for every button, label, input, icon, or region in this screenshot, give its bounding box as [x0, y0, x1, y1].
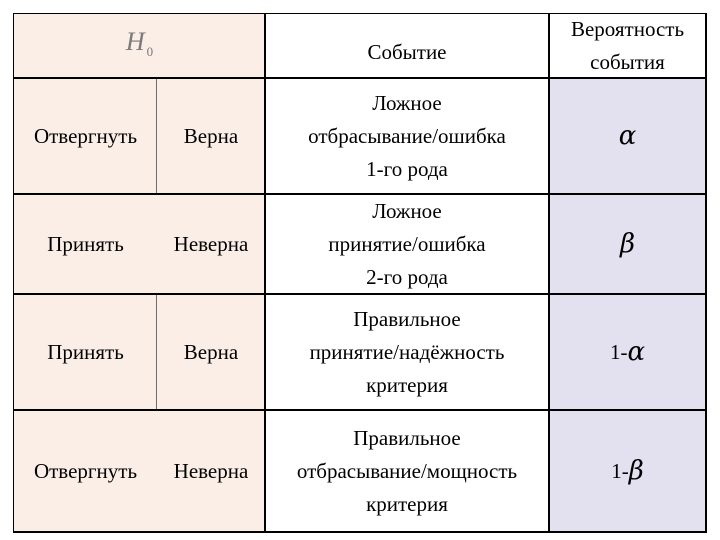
event-header: Событие	[367, 39, 447, 64]
divider-probability-left	[548, 13, 550, 533]
row-3-decision: Принять	[47, 339, 124, 364]
row-3-truth: Верна	[183, 339, 239, 364]
alpha-symbol: α	[618, 120, 637, 151]
row-2-truth: Неверна	[173, 231, 249, 256]
h0-header: H $_0$	[125, 26, 154, 59]
row-1-truth: Верна	[183, 123, 239, 148]
divider-event-left	[264, 13, 266, 533]
divider-row-3	[14, 293, 706, 295]
divider-decision-truth	[156, 294, 157, 410]
row-1-decision: Отвергнуть	[33, 123, 138, 148]
divider-row-4	[14, 409, 706, 411]
row-4-probability: 1- β	[611, 455, 644, 486]
divider-decision-truth	[156, 78, 157, 194]
row-4-event: Правильное отбрасывание/мощность критерия	[296, 425, 518, 516]
probability-header: Вероятность события	[570, 17, 685, 74]
beta-symbol: β	[628, 455, 644, 486]
table-border-bottom	[13, 531, 707, 533]
row-3-probability: 1- α	[609, 336, 646, 367]
row-4-decision: Отвергнуть	[33, 458, 138, 483]
row-2-event: Ложное принятие/ошибка 2-го рода	[328, 198, 486, 289]
beta-symbol: β	[619, 228, 636, 259]
alpha-symbol: α	[627, 336, 646, 367]
table-border-top	[13, 13, 707, 14]
table-border-left	[13, 13, 14, 533]
row-1-event: Ложное отбрасывание/ошибка 1-го рода	[308, 90, 506, 181]
table-border-right	[705, 13, 707, 533]
divider-row-1	[14, 77, 706, 79]
row-2-decision: Принять	[47, 231, 124, 256]
row-3-event: Правильное принятие/надёжность критерия	[309, 306, 505, 397]
divider-row-2	[14, 193, 706, 195]
row-2-probability	[549, 194, 706, 294]
row-1-probability	[549, 78, 706, 194]
row-4-truth: Неверна	[173, 458, 249, 483]
